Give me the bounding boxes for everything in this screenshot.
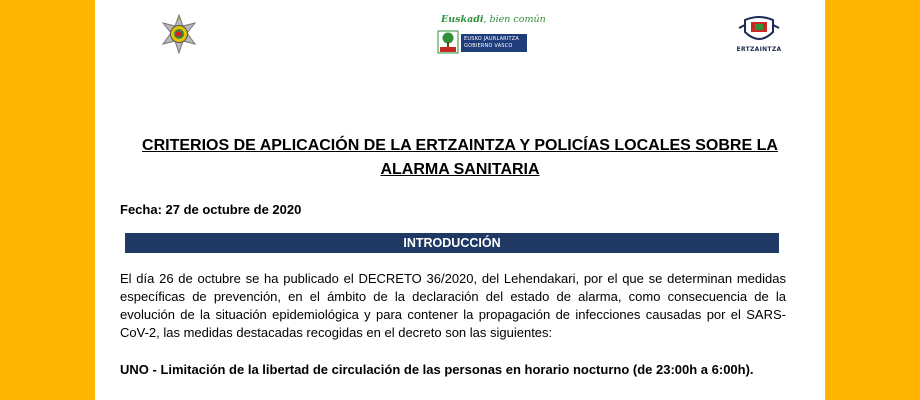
document-date: Fecha: 27 de octubre de 2020 (120, 202, 302, 217)
section-heading-uno: UNO - Limitación de la libertad de circulación de las personas en horario nocturno (de 23:00h a 6:00h). (120, 362, 754, 377)
section-header-introduccion: INTRODUCCIÓN (125, 233, 779, 253)
title-line-1: CRITERIOS DE APLICACIÓN DE LA ERTZAINTZA Y POLICÍAS LOCALES SOBRE LA (142, 137, 778, 154)
paragraph-line: CoV-2, las medidas destacadas recogidas en el decreto son las siguientes: (120, 325, 553, 340)
intro-paragraph (120, 270, 786, 342)
gobierno-vasco-logo (437, 14, 546, 58)
ertzaintza-logo (737, 16, 781, 54)
title-line-2: ALARMA SANITARIA (380, 161, 540, 178)
paragraph-line: El día 26 de octubre se ha publicado el DECRETO 36/2020, del Lehendakari, por el que se determinan medidas (120, 271, 786, 286)
gov-name-block (461, 34, 527, 52)
gov-name-line2: GOBIERNO VASCO (464, 43, 513, 49)
document-page (95, 0, 825, 400)
basque-tree-emblem-icon (437, 30, 459, 54)
gov-name-line1: EUSKO JAURLARITZA (464, 36, 520, 42)
paragraph-line: evolución de la situación epidemiológica y para contener la propagación de infecciones causadas por el SARS- (120, 307, 786, 322)
document-title (95, 134, 825, 182)
slogan-text: Euskadi, bien común (441, 14, 546, 25)
local-police-badge-icon (159, 14, 199, 54)
ertzaintza-text: ERTZAINTZA (736, 46, 782, 53)
ertzaintza-emblem-icon (737, 16, 781, 46)
paragraph-line: específicas de prevención, en el ámbito de la declaración del estado de alarma, como consecuencia de la (120, 289, 786, 304)
